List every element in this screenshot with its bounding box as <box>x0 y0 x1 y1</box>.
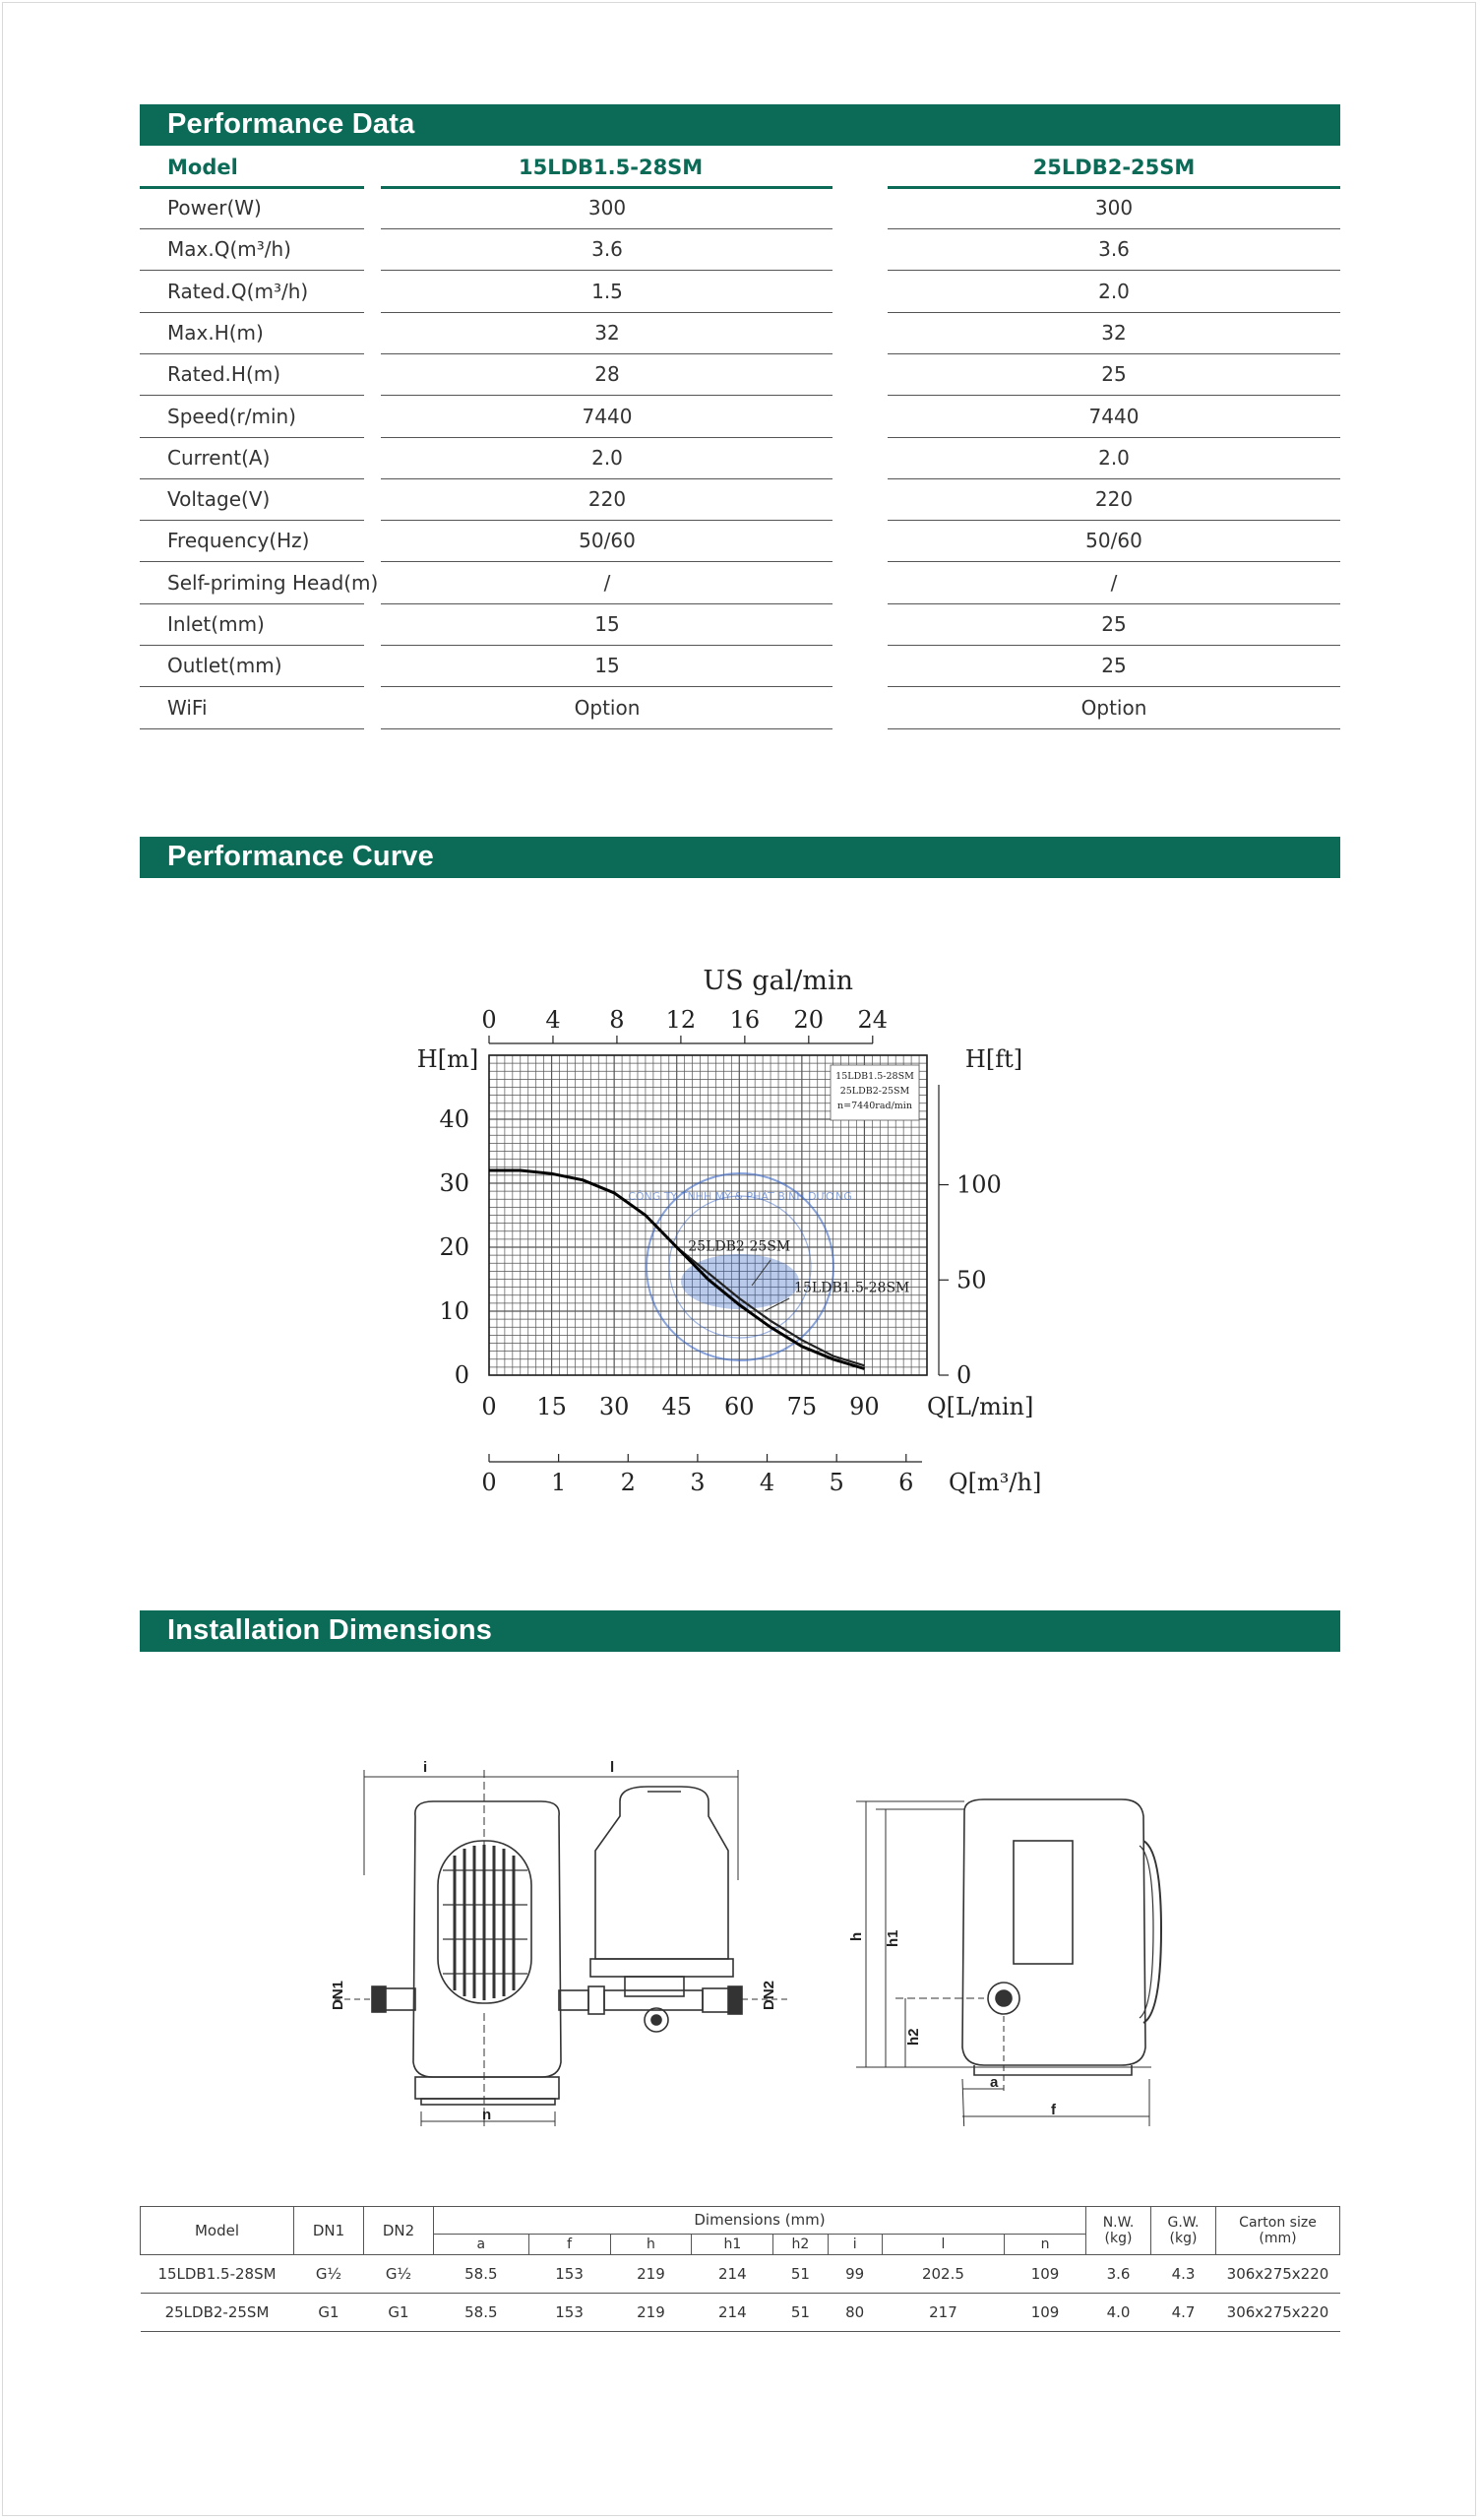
perf-row-divider <box>381 395 832 396</box>
perf-row-divider <box>888 395 1340 396</box>
perf-row-divider <box>140 270 364 271</box>
perf-header-model-b: 25LDB2-25SM <box>1032 156 1196 179</box>
perf-row-divider <box>381 270 832 271</box>
label-dn2: DN2 <box>761 1980 777 2010</box>
perf-row-divider <box>381 561 832 562</box>
dim-cell-carton: 306x275x220 <box>1216 2255 1340 2294</box>
left-axis-tick-label: 10 <box>439 1297 469 1325</box>
perf-row-value-b: Option <box>1080 695 1147 720</box>
perf-row-value-a: / <box>603 570 611 595</box>
x-tick-label-m3h: 3 <box>690 1469 706 1496</box>
dim-subheader-l: l <box>882 2234 1004 2254</box>
perf-row-value-b: / <box>1110 570 1118 595</box>
perf-row-value-a: 15 <box>594 654 620 678</box>
x-tick-label-lmin: 90 <box>849 1393 880 1420</box>
x-tick-label-lmin: 30 <box>598 1393 630 1420</box>
perf-row-value-b: 32 <box>1101 320 1127 345</box>
dim-header-dn2: DN2 <box>364 2207 434 2255</box>
top-axis-tick-label: 16 <box>729 1006 761 1034</box>
x-tick-label-lmin: 75 <box>786 1393 818 1420</box>
perf-row-value-a: 15 <box>594 612 620 636</box>
perf-header-rule <box>140 186 364 189</box>
perf-row-value-a: Option <box>574 695 641 720</box>
dim-subheader-h1: h1 <box>692 2234 773 2254</box>
dim-cell-model: 15LDB1.5-28SM <box>141 2255 294 2294</box>
label-f: f <box>1051 2102 1056 2118</box>
perf-row-label: Voltage(V) <box>167 487 271 512</box>
dim-cell-value: 202.5 <box>882 2255 1004 2294</box>
top-axis-tick-label: 0 <box>481 1006 497 1034</box>
stamp-text: CÔNG TY TNHH MỸ & PHÁT BÌNH DƯƠNG <box>628 1190 852 1203</box>
dim-cell-dn1: G1 <box>294 2294 364 2332</box>
left-axis-tick-label: 40 <box>439 1105 469 1133</box>
perf-row-value-a: 1.5 <box>591 279 623 303</box>
dim-header-nw: N.W. (kg) <box>1086 2207 1151 2255</box>
perf-row-value-a: 2.0 <box>591 445 623 470</box>
dim-cell-value: 217 <box>882 2294 1004 2332</box>
performance-curve-title: Performance Curve <box>167 841 434 872</box>
dim-subheader-h2: h2 <box>773 2234 828 2254</box>
perf-row-divider <box>888 228 1340 229</box>
dim-cell-value: 214 <box>692 2255 773 2294</box>
label-a: a <box>990 2074 999 2091</box>
left-axis-tick-label: 20 <box>439 1233 469 1261</box>
perf-row-value-b: 2.0 <box>1098 445 1130 470</box>
dim-cell-dn2: G1 <box>364 2294 434 2332</box>
pump-technical-drawing <box>295 1732 1181 2126</box>
dim-subheader-i: i <box>828 2234 882 2254</box>
dim-cell-value: 99 <box>828 2255 882 2294</box>
dim-subheader-f: f <box>528 2234 610 2254</box>
dim-header-carton: Carton size (mm) <box>1216 2207 1340 2255</box>
top-axis-tick-label: 4 <box>545 1006 561 1034</box>
curve-label-a: 25LDB2-25SM <box>688 1238 791 1255</box>
perf-row-value-a: 28 <box>594 362 620 387</box>
dim-cell-dn1: G½ <box>294 2255 364 2294</box>
performance-data-title: Performance Data <box>167 108 415 140</box>
x-tick-label-m3h: 6 <box>898 1469 914 1496</box>
top-axis-tick-label: 20 <box>793 1006 825 1034</box>
installation-dimensions-banner <box>140 1610 1340 1652</box>
perf-header-model: Model <box>167 156 238 179</box>
top-axis-tick-label: 24 <box>857 1006 889 1034</box>
dim-table-row <box>141 2294 1340 2332</box>
dim-cell-value: 153 <box>528 2255 610 2294</box>
dim-header-dimensions: Dimensions (mm) <box>434 2207 1086 2235</box>
dim-cell-value: 109 <box>1005 2294 1086 2332</box>
installation-drawing <box>295 1732 1181 2126</box>
perf-row-divider <box>888 728 1340 729</box>
right-axis-title: H[ft] <box>964 1045 1023 1073</box>
perf-row-value-b: 25 <box>1101 612 1127 636</box>
perf-row-divider <box>888 686 1340 687</box>
dim-cell-nw: 3.6 <box>1086 2255 1151 2294</box>
dim-cell-value: 58.5 <box>434 2255 529 2294</box>
perf-row-divider <box>888 645 1340 646</box>
perf-row-divider <box>381 353 832 354</box>
x-tick-label-lmin: 60 <box>724 1393 755 1420</box>
right-axis-tick-label: 50 <box>956 1266 987 1294</box>
perf-row-label: Max.Q(m³/h) <box>167 237 291 262</box>
label-dn1: DN1 <box>330 1980 346 2010</box>
perf-row-label: Power(W) <box>167 196 262 220</box>
dim-subheader-n: n <box>1005 2234 1086 2254</box>
perf-row-label: Frequency(Hz) <box>167 529 310 553</box>
perf-row-label: WiFi <box>167 695 208 720</box>
perf-row-label: Current(A) <box>167 445 271 470</box>
perf-row-value-b: 25 <box>1101 654 1127 678</box>
dim-cell-value: 51 <box>773 2255 828 2294</box>
dim-cell-value: 58.5 <box>434 2294 529 2332</box>
perf-row-label: Rated.H(m) <box>167 362 281 387</box>
curve-label-b: 15LDB1.5-28SM <box>794 1280 910 1296</box>
perf-row-label: Max.H(m) <box>167 320 264 345</box>
perf-row-divider <box>140 395 364 396</box>
left-axis-title: H[m] <box>416 1045 479 1073</box>
perf-row-divider <box>140 603 364 604</box>
dim-header-dn1: DN1 <box>294 2207 364 2255</box>
dim-cell-value: 214 <box>692 2294 773 2332</box>
perf-row-value-b: 25 <box>1101 362 1127 387</box>
perf-row-divider <box>140 312 364 313</box>
dim-cell-dn2: G½ <box>364 2255 434 2294</box>
top-axis-title: US gal/min <box>703 966 853 996</box>
perf-row-label: Self-priming Head(m) <box>167 570 379 595</box>
dim-cell-model: 25LDB2-25SM <box>141 2294 294 2332</box>
x-tick-label-lmin: 0 <box>481 1393 497 1420</box>
perf-row-label: Outlet(mm) <box>167 654 282 678</box>
perf-row-divider <box>888 603 1340 604</box>
x-tick-label-m3h: 5 <box>829 1469 844 1496</box>
perf-row-divider <box>381 312 832 313</box>
stamp-logo-shape <box>681 1254 799 1309</box>
perf-row-divider <box>140 520 364 521</box>
perf-row-value-a: 32 <box>594 320 620 345</box>
perf-row-divider <box>140 561 364 562</box>
perf-row-divider <box>381 728 832 729</box>
performance-curve-banner <box>140 837 1340 878</box>
legend-entry: 25LDB2-25SM <box>839 1086 910 1097</box>
perf-row-label: Speed(r/min) <box>167 404 296 428</box>
dim-cell-value: 219 <box>610 2255 692 2294</box>
perf-row-divider <box>381 437 832 438</box>
perf-row-divider <box>381 520 832 521</box>
x-tick-label-m3h: 4 <box>759 1469 775 1496</box>
installation-dimensions-title: Installation Dimensions <box>167 1614 493 1646</box>
perf-row-divider <box>888 270 1340 271</box>
label-i: i <box>423 1759 428 1776</box>
label-h1: h1 <box>885 1929 901 1947</box>
label-h2: h2 <box>905 2028 922 2046</box>
pump-front-view <box>335 1770 787 2126</box>
perf-row-value-b: 7440 <box>1088 404 1140 428</box>
x-tick-label-m3h: 1 <box>550 1469 567 1496</box>
right-axis-tick-label: 0 <box>956 1361 972 1389</box>
perf-row-divider <box>888 437 1340 438</box>
label-h: h <box>848 1931 865 1941</box>
perf-row-divider <box>381 603 832 604</box>
dim-cell-value: 51 <box>773 2294 828 2332</box>
perf-row-value-a: 7440 <box>582 404 633 428</box>
perf-row-divider <box>381 645 832 646</box>
perf-row-value-b: 300 <box>1094 196 1134 220</box>
perf-row-value-b: 2.0 <box>1098 279 1130 303</box>
right-axis-tick-label: 100 <box>956 1170 1002 1199</box>
perf-row-value-a: 220 <box>587 487 627 512</box>
perf-row-divider <box>140 686 364 687</box>
perf-row-value-a: 3.6 <box>591 237 623 262</box>
perf-row-divider <box>140 228 364 229</box>
pump-side-view <box>856 1799 1161 2126</box>
dim-cell-gw: 4.3 <box>1151 2255 1216 2294</box>
perf-row-label: Inlet(mm) <box>167 612 265 636</box>
perf-row-divider <box>888 312 1340 313</box>
label-n: n <box>482 2107 492 2123</box>
perf-row-divider <box>888 478 1340 479</box>
x-axis-title-lmin: Q[L/min] <box>927 1393 1034 1420</box>
installation-dimensions-table <box>140 2206 1340 2332</box>
perf-row-divider <box>140 353 364 354</box>
x-axis-title-m3h: Q[m³/h] <box>949 1469 1042 1496</box>
dim-cell-carton: 306x275x220 <box>1216 2294 1340 2332</box>
perf-header-model-a: 15LDB1.5-28SM <box>519 156 704 179</box>
perf-header-rule <box>888 186 1340 189</box>
perf-row-label: Rated.Q(m³/h) <box>167 279 309 303</box>
top-axis-tick-label: 8 <box>609 1006 625 1034</box>
x-tick-label-m3h: 0 <box>481 1469 497 1496</box>
dim-cell-value: 153 <box>528 2294 610 2332</box>
perf-row-divider <box>888 561 1340 562</box>
perf-row-value-b: 3.6 <box>1098 237 1130 262</box>
dim-cell-value: 109 <box>1005 2255 1086 2294</box>
perf-row-divider <box>140 728 364 729</box>
top-axis-tick-label: 12 <box>665 1006 697 1034</box>
perf-row-value-a: 300 <box>587 196 627 220</box>
dim-cell-nw: 4.0 <box>1086 2294 1151 2332</box>
dim-header-model: Model <box>141 2207 294 2255</box>
dim-subheader-h: h <box>610 2234 692 2254</box>
dim-header-gw: G.W. (kg) <box>1151 2207 1216 2255</box>
dim-cell-gw: 4.7 <box>1151 2294 1216 2332</box>
perf-header-rule <box>381 186 832 189</box>
perf-row-value-a: 50/60 <box>579 529 636 553</box>
legend-entry: n=7440rad/min <box>837 1101 912 1111</box>
dim-cell-value: 219 <box>610 2294 692 2332</box>
perf-row-divider <box>888 353 1340 354</box>
perf-row-value-b: 220 <box>1094 487 1134 512</box>
perf-row-divider <box>888 520 1340 521</box>
label-l: l <box>610 1759 615 1776</box>
dim-cell-value: 80 <box>828 2294 882 2332</box>
perf-row-divider <box>381 228 832 229</box>
left-axis-tick-label: 30 <box>439 1169 469 1197</box>
perf-row-value-b: 50/60 <box>1085 529 1142 553</box>
dim-subheader-a: a <box>434 2234 529 2254</box>
performance-data-banner <box>140 104 1340 146</box>
legend-entry: 15LDB1.5-28SM <box>835 1071 914 1082</box>
perf-row-divider <box>381 478 832 479</box>
perf-row-divider <box>140 437 364 438</box>
perf-row-divider <box>140 478 364 479</box>
x-tick-label-lmin: 45 <box>661 1393 692 1420</box>
left-axis-tick-label: 0 <box>454 1361 469 1389</box>
x-tick-label-lmin: 15 <box>536 1393 567 1420</box>
dim-table-row <box>141 2255 1340 2294</box>
performance-curve-svg <box>389 945 1078 1516</box>
perf-row-divider <box>381 686 832 687</box>
perf-row-divider <box>140 645 364 646</box>
x-tick-label-m3h: 2 <box>620 1469 636 1496</box>
performance-curve-chart <box>389 945 1078 1516</box>
